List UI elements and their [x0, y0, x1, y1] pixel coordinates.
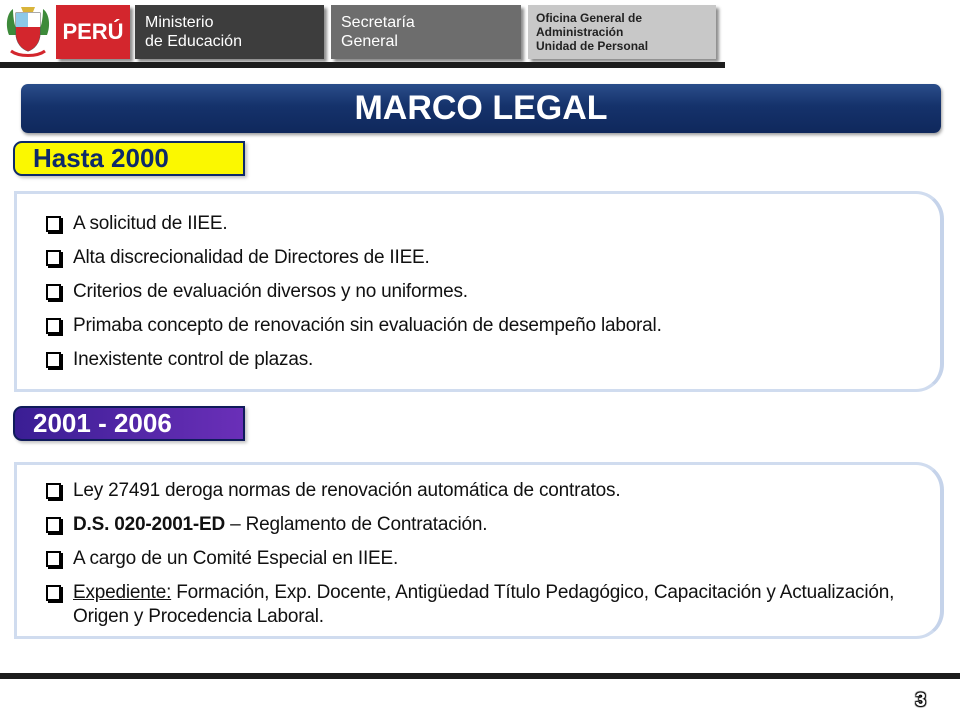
page-title: MARCO LEGAL — [21, 84, 941, 133]
bullet-text: A cargo de un Comité Especial en IIEE. — [73, 548, 399, 569]
bullet-text: Primaba concepto de renovación sin evaluación de desempeño laboral. — [73, 315, 662, 336]
bullet-item — [45, 581, 900, 629]
bullet-text: Ley 27491 deroga normas de renovación automática de contratos. — [73, 480, 621, 501]
bullet-text: Criterios de evaluación diversos y no uniformes. — [73, 281, 468, 302]
section-panel-1 — [14, 191, 944, 392]
checkbox-bullet-icon — [46, 517, 61, 533]
section-panel-2 — [14, 462, 944, 639]
bullet-item — [45, 547, 900, 571]
checkbox-bullet-icon — [46, 483, 61, 499]
checkbox-bullet-icon — [46, 216, 61, 232]
bullet-item — [45, 314, 940, 338]
secretaria-line-1: Secretaría — [341, 14, 415, 31]
bullet-item — [45, 280, 940, 304]
ministry-line-2: de Educación — [145, 33, 242, 50]
header-divider — [0, 62, 725, 68]
oficina-line-3: Unidad de Personal — [536, 39, 649, 53]
bullet-item — [45, 513, 900, 537]
peru-badge: PERÚ — [56, 5, 130, 59]
section-label-2001-2006: 2001 - 2006 — [13, 406, 245, 441]
oficina-box — [528, 5, 716, 59]
oficina-line-2: Administración — [536, 25, 624, 39]
section-label-hasta-2000: Hasta 2000 — [13, 141, 245, 176]
bullet-item — [45, 348, 940, 372]
bullet-text: A solicitud de IIEE. — [73, 213, 228, 234]
secretaria-line-2: General — [341, 33, 398, 50]
header — [0, 0, 960, 70]
peru-coat-of-arms-icon — [3, 3, 53, 59]
decree-reference: D.S. 020-2001-ED — [73, 514, 226, 535]
bullet-text: – Reglamento de Contratación. — [225, 514, 488, 535]
page-number: 3 — [915, 690, 926, 711]
checkbox-bullet-icon — [46, 318, 61, 334]
checkbox-bullet-icon — [46, 284, 61, 300]
bullet-item — [45, 246, 940, 270]
bullet-item — [45, 479, 900, 503]
bullet-item — [45, 212, 940, 236]
checkbox-bullet-icon — [46, 551, 61, 567]
secretaria-box — [331, 5, 521, 59]
bullet-text: Alta discrecionalidad de Directores de IIEE. — [73, 247, 430, 268]
ministry-box — [135, 5, 324, 59]
footer-divider — [0, 673, 960, 679]
checkbox-bullet-icon — [46, 585, 61, 601]
oficina-line-1: Oficina General de — [536, 11, 643, 25]
bullet-text: Inexistente control de plazas. — [73, 349, 314, 370]
bullet-text: Formación, Exp. Docente, Antigüedad Título Pedagógico, Capacitación y Actualización, Origen y Procedencia Laboral. — [73, 582, 895, 627]
checkbox-bullet-icon — [46, 250, 61, 266]
expediente-label: Expediente: — [73, 582, 172, 603]
ministry-line-1: Ministerio — [145, 14, 214, 31]
checkbox-bullet-icon — [46, 352, 61, 368]
